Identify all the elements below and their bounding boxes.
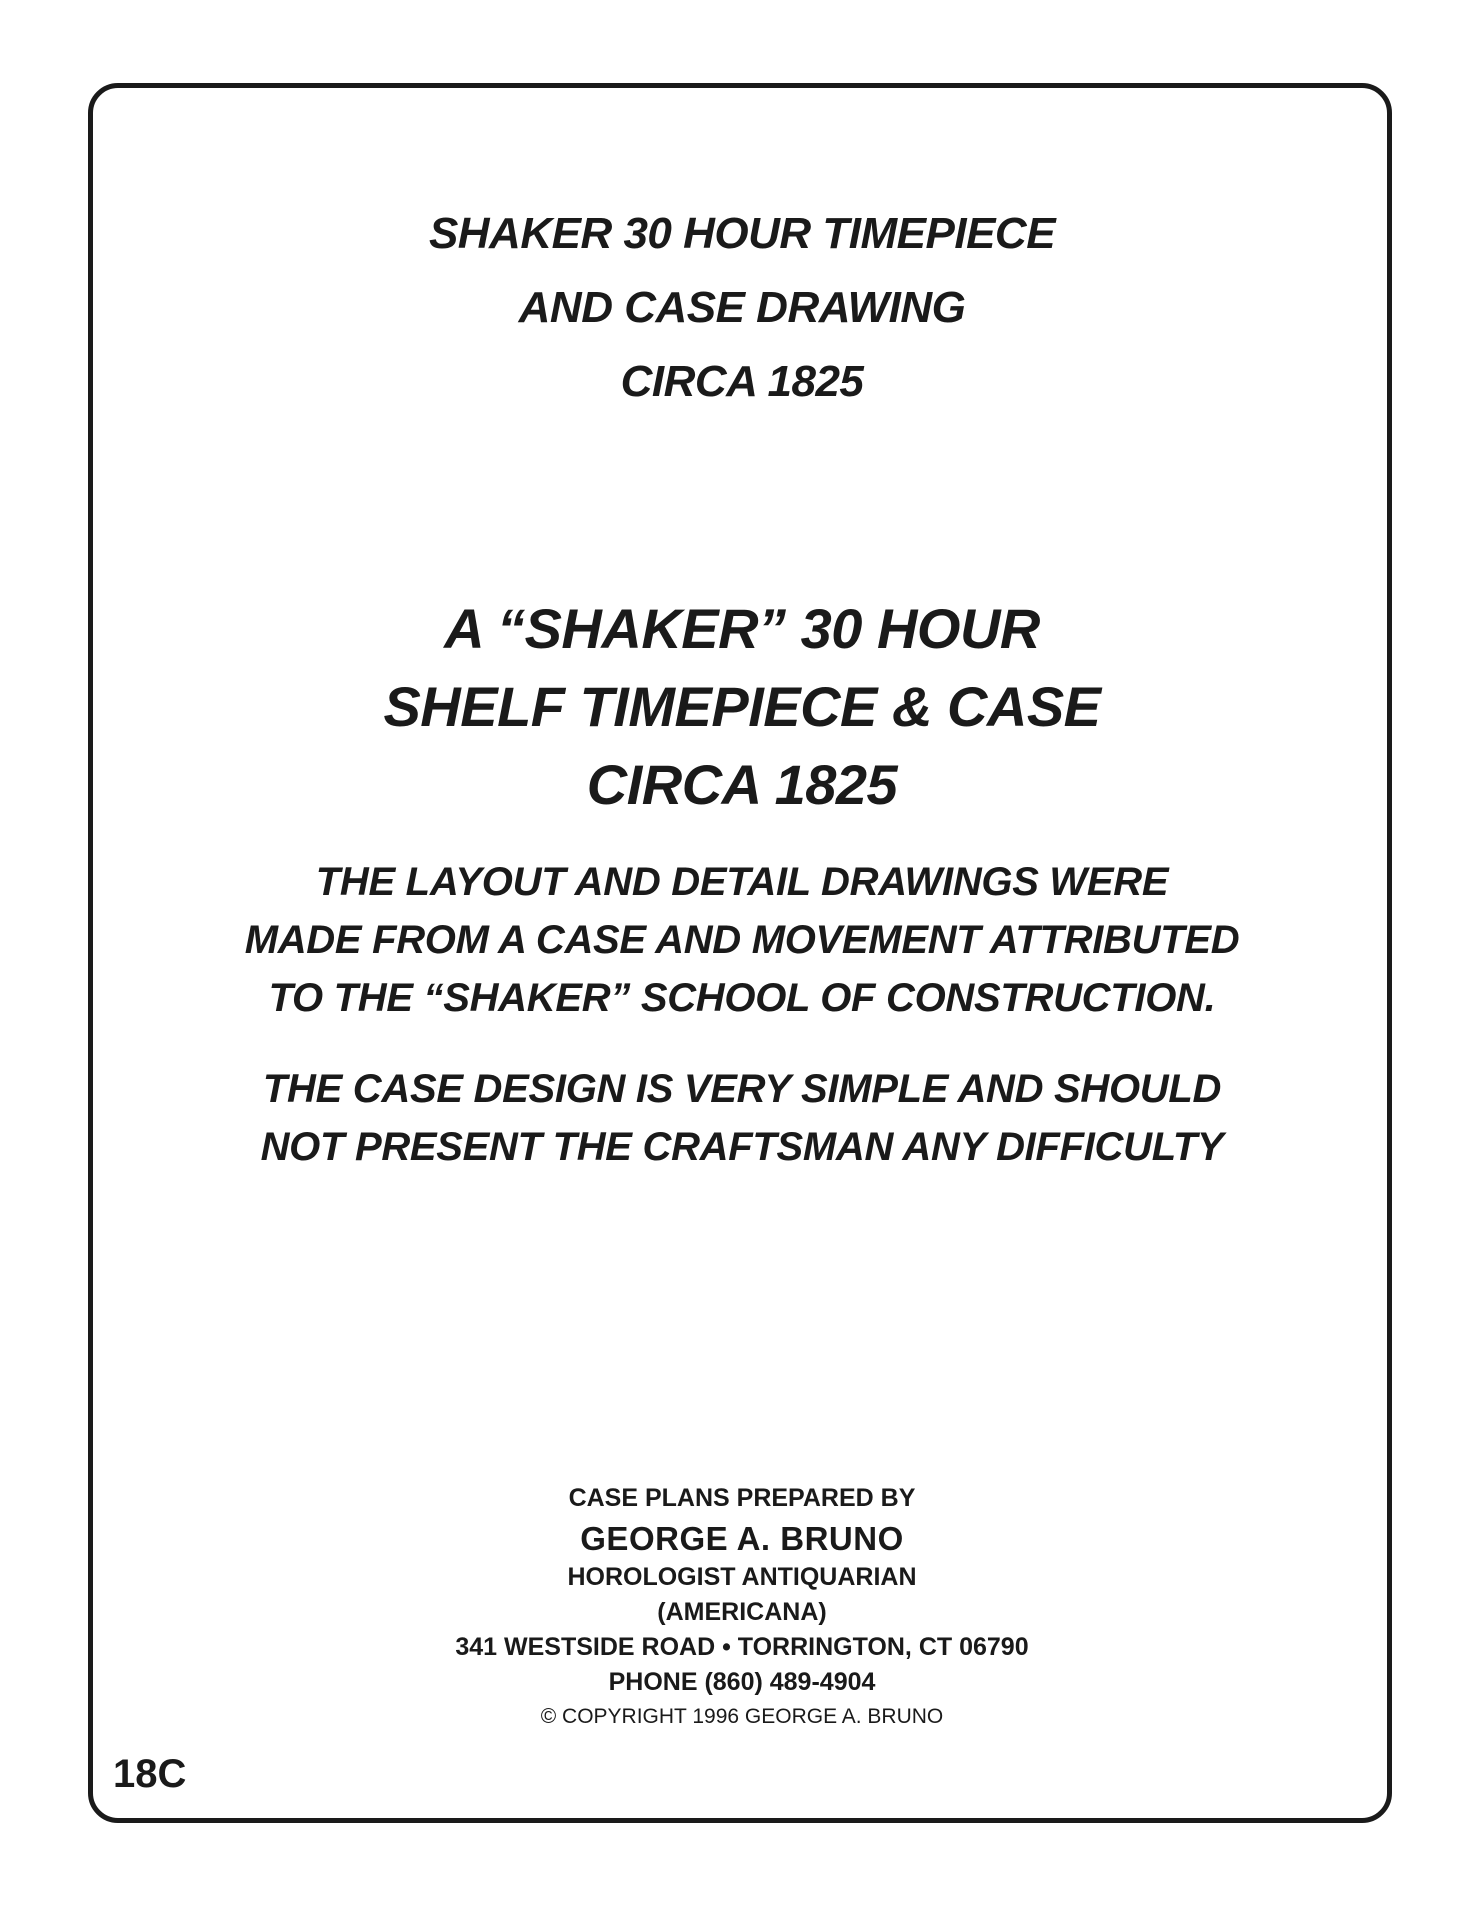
header-line-1: SHAKER 30 HOUR TIMEPIECE [428,209,1056,258]
description-paragraph-1 [0,853,1484,1027]
header-line-3: CIRCA 1825 [620,357,864,406]
credits-address: 341 WESTSIDE ROAD • TORRINGTON, CT 06790 [455,1633,1029,1661]
paragraph-1-line-2: MADE FROM A CASE AND MOVEMENT ATTRIBUTED [244,918,1240,962]
credits-author-title: HOROLOGIST ANTIQUARIAN [567,1563,917,1591]
header-title [0,197,1484,419]
main-title-line-3: CIRCA 1825 [586,753,898,816]
credits-block [0,1478,1484,1734]
header-line-2: AND CASE DRAWING [518,283,966,332]
main-title-line-2: SHELF TIMEPIECE & CASE [383,675,1101,738]
paragraph-1-line-3: TO THE “SHAKER” SCHOOL OF CONSTRUCTION. [268,976,1216,1020]
description-paragraph-2 [0,1060,1484,1176]
credits-copyright: © COPYRIGHT 1996 GEORGE A. BRUNO [540,1705,944,1728]
main-title-line-1: A “SHAKER” 30 HOUR [444,597,1040,660]
credits-author-name: GEORGE A. BRUNO [580,1520,904,1557]
sheet-number: 18C [113,1752,187,1796]
credits-specialty: (AMERICANA) [657,1598,827,1626]
credits-prepared-by: CASE PLANS PREPARED BY [568,1484,916,1512]
paragraph-2-line-1: THE CASE DESIGN IS VERY SIMPLE AND SHOULD [262,1067,1222,1111]
paragraph-1-line-1: THE LAYOUT AND DETAIL DRAWINGS WERE [315,860,1169,904]
credits-phone: PHONE (860) 489-4904 [608,1668,876,1696]
paragraph-2-line-2: NOT PRESENT THE CRAFTSMAN ANY DIFFICULTY [260,1125,1224,1169]
main-title [0,590,1484,824]
